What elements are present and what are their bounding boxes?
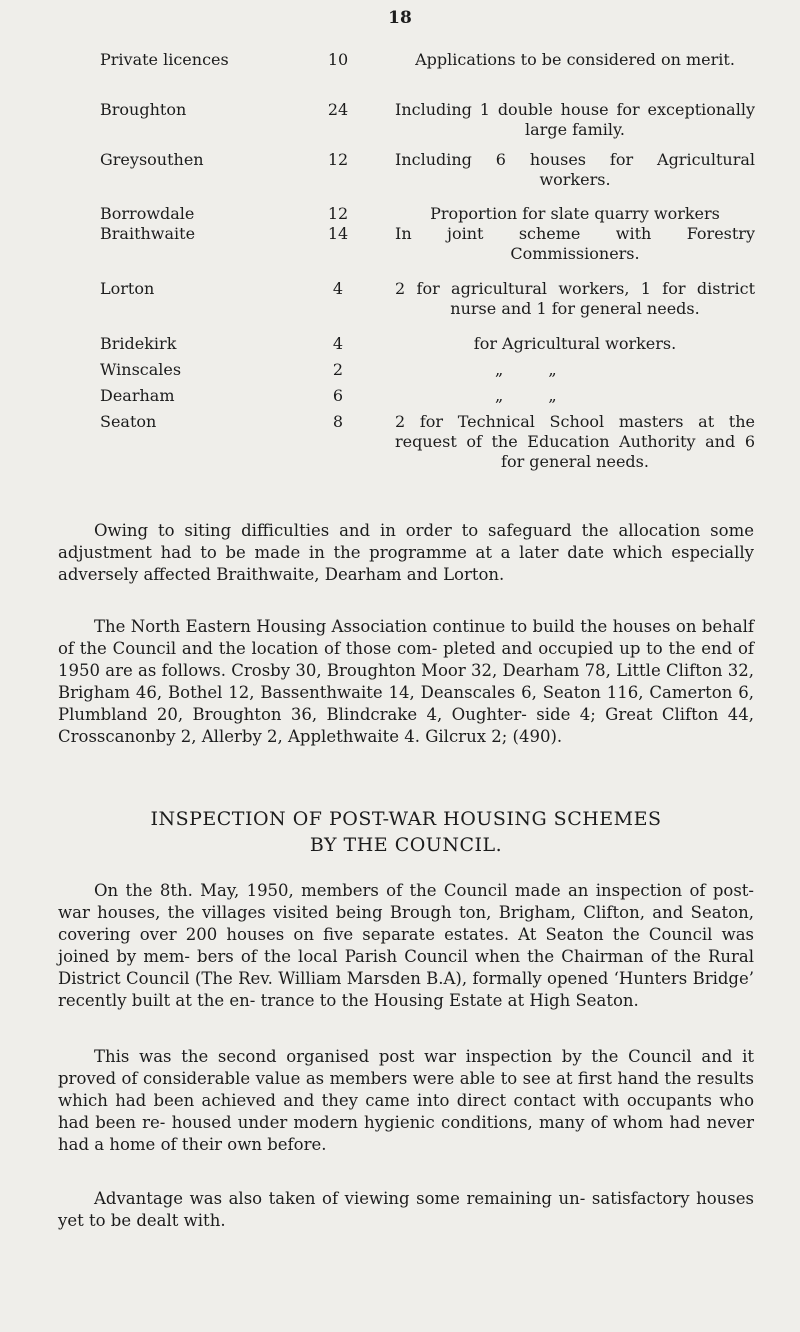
house-count: 12 [327, 150, 349, 169]
paragraph-text: Advantage was also taken of viewing some remaining un- satisfactory houses yet to be dealt with. [58, 1189, 754, 1230]
paragraph-text: This was the second organised post war inspection by the Council and it proved of considerable value as members were able to see at first hand the results which had been achieved and they came into direct contact with occupants who had been re- housed under modern hygienic conditions, many of whom had never had a home of their own before. [58, 1047, 754, 1154]
allocation-row [0, 279, 800, 334]
place-name: Dearham [100, 386, 175, 405]
allocation-note: Applications to be considered on merit. [415, 50, 735, 69]
allocation-note: 2 for Technical School masters at the request of the Education Authority and 6 for general needs. [395, 412, 755, 471]
house-count: 4 [332, 334, 344, 353]
allocation-row [0, 100, 800, 150]
heading-line: BY THE COUNCIL. [309, 834, 503, 856]
advantage-paragraph [58, 1188, 754, 1232]
house-count: 12 [327, 204, 349, 223]
house-count: 6 [332, 386, 344, 405]
place-name: Greysouthen [100, 150, 204, 169]
siting-paragraph [58, 520, 754, 586]
ditto-mark: „ „ [495, 360, 557, 379]
allocation-note: 2 for agricultural workers, 1 for district nurse and 1 for general needs. [395, 279, 755, 318]
place-name: Seaton [100, 412, 157, 431]
allocation-table [0, 50, 800, 482]
allocation-row [0, 50, 800, 100]
house-count: 8 [332, 412, 344, 431]
allocation-row [0, 150, 800, 204]
allocation-row [0, 224, 800, 279]
allocation-note: Proportion for slate quarry workers [430, 204, 720, 223]
allocation-row [0, 334, 800, 360]
housing-association-paragraph [58, 616, 754, 748]
house-count: 14 [327, 224, 349, 243]
paragraph-text: Owing to siting difficulties and in order to safeguard the allocation some adjustment had to be made in the programme at a later date which especially adversely affected Braithwaite, Dearham and Lorton. [58, 521, 754, 584]
heading-line: INSPECTION OF POST-WAR HOUSING SCHEMES [150, 808, 662, 830]
inspection-value-paragraph [58, 1046, 754, 1156]
page-number: 18 [388, 8, 412, 28]
inspection-paragraph [58, 880, 754, 1012]
place-name: Lorton [100, 279, 155, 298]
house-count: 24 [327, 100, 349, 119]
place-name: Winscales [100, 360, 182, 379]
section-heading [58, 806, 754, 858]
place-name: Borrowdale [100, 204, 195, 223]
allocation-note: for Agricultural workers. [473, 334, 677, 353]
house-count: 10 [327, 50, 349, 69]
allocation-row [0, 204, 800, 224]
allocation-row [0, 386, 800, 412]
place-name: Broughton [100, 100, 187, 119]
ditto-mark: „ „ [495, 386, 557, 405]
place-name: Braithwaite [100, 224, 196, 243]
place-name: Private licences [100, 50, 229, 69]
allocation-note: Including 6 houses for Agricultural workers. [395, 150, 755, 189]
house-count: 2 [332, 360, 344, 379]
place-name: Bridekirk [100, 334, 177, 353]
allocation-note: Including 1 double house for exceptionally large family. [395, 100, 755, 139]
house-count: 4 [332, 279, 344, 298]
allocation-note: In joint scheme with Forestry Commissioners. [395, 224, 755, 263]
paragraph-text: On the 8th. May, 1950, members of the Council made an inspection of post-war houses, the villages visited being Brough ton, Brigham, Clifton, and Seaton, covering over 200 houses on five separate estates. At Seaton the Council was joined by mem- bers of the local Parish Council when the Chairman of the Rural District Council (The Rev. William Marsden B.A), formally opened ‘Hunters Bridge’ recently built at the en- trance to the Housing Estate at High Seaton. [58, 881, 754, 1010]
allocation-row [0, 412, 800, 482]
paragraph-text: The North Eastern Housing Association continue to build the houses on behalf of the Council and the location of those com- pleted and occupied up to the end of 1950 are as follows. Crosby 30, Broughton Moor 32, Dearham 78, Little Clifton 32, Brigham 46, Bothel 12, Bassenthwaite 14, Deanscales 6, Seaton 116, Camerton 6, Plumbland 20, Broughton 36, Blindcrake 4, Oughter- side 4; Great Clifton 44, Crosscanonby 2, Allerby 2, Applethwaite 4. Gilcrux 2; (490). [58, 617, 754, 746]
allocation-row [0, 360, 800, 386]
